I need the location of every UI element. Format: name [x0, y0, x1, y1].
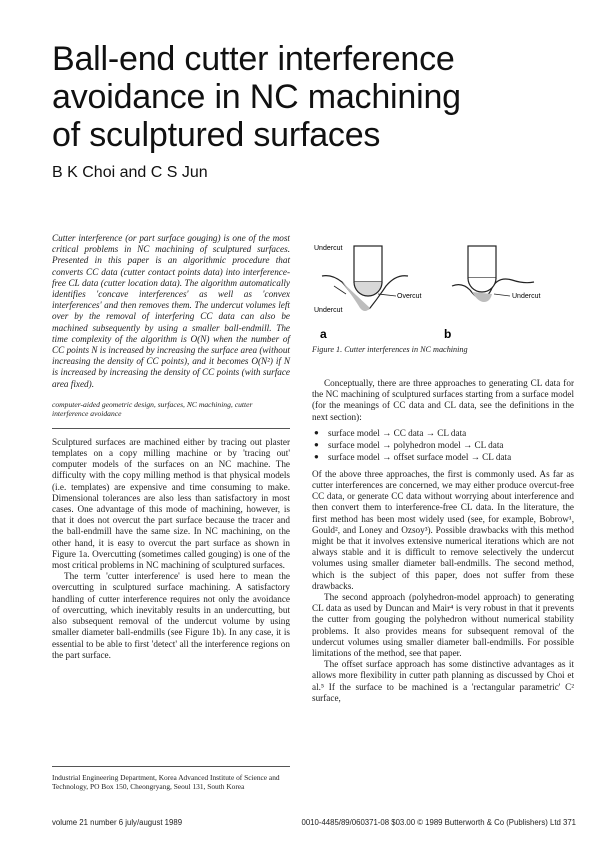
approaches-intro: Conceptually, there are three approaches to generating CL data for the NC machining of sculptured surfaces starting from a surface model (for the meanings of CC data and CL data, see the definitions in the next section): [312, 378, 574, 422]
panel-b-drawing [452, 246, 540, 302]
undercut-label-b: Undercut [512, 293, 541, 300]
approach-item: ● surface model → offset surface model → CL data [314, 451, 574, 463]
undercut-label-top: Undercut [314, 245, 343, 252]
left-column [52, 233, 290, 661]
approach-item: ● surface model → polyhedron model → CL data [314, 439, 574, 451]
panel-a-drawing [314, 245, 422, 314]
journal-issue: volume 21 number 6 july/august 1989 [52, 818, 183, 827]
copyright-line: 0010-4485/89/060371-08 $03.00 © 1989 Butterworth & Co (Publishers) Ltd 371 [301, 818, 576, 827]
article-title [52, 40, 572, 154]
cutter-shank-b [468, 246, 496, 278]
panel-a-label: a [320, 327, 327, 341]
authors: B K Choi and C S Jun [52, 164, 208, 181]
offset-approach-paragraph: The offset surface approach has some distinctive advantages as it allows more flexibility in cutter path planning as discussed by Choi et al.⁵ If the surface to be machined is a 'rectangular parametric' C² surface, [312, 659, 574, 703]
intro-paragraph: Sculptured surfaces are machined either by tracing out plaster templates on a copy milling machine or by 'tracing out' computer models of the surfaces on an NC machine. The difficulty with the copy milling method is that physical models (i.e. templates) are expensive and time consuming to make. Dimensional tolerances are also less than satisfactory in most cases. One advantage of this mode of machining, however, is that it does not overcut the part surface because the tracer and the ball-endmill have the same size. In NC machining, on the other hand, it is easy to overcut the part surface as shown in Figure 1a. Overcutting (sometimes called gouging) is one of the most critical problems in NC machining of sculptured surfaces. [52, 436, 290, 571]
right-column [312, 378, 574, 704]
panel-b-label: b [444, 327, 452, 341]
title-line-3: of sculptured surfaces [52, 116, 381, 154]
interference-paragraph: The term 'cutter interference' is used here to mean the overcutting in sculptured surface machining. A satisfactory handling of cutter interference requires not only the avoidance of overcutting, which inevitably results in an undercutting, but also subsequent removal of the undercut volume by using smaller diameter ball-endmills (see Figure 1b). In any case, it is essential to be able to first 'detect' all the interference regions on the part surface. [52, 571, 290, 660]
title-line-1: Ball-end cutter interference [52, 40, 455, 78]
title-line-2: avoidance in NC machining [52, 78, 461, 116]
cutter-shank [354, 246, 382, 282]
overcut-label: Overcut [397, 293, 422, 300]
ball-end [354, 282, 382, 296]
keywords: computer-aided geometric design, surfaces, NC machining, cutter interference avoidance [52, 390, 290, 429]
author-affiliation: Industrial Engineering Department, Korea Advanced Institute of Science and Technology, PO Box 150, Cheongryang, Seoul 131, South Korea [52, 766, 290, 791]
abstract: Cutter interference (or part surface gouging) is one of the most critical problems in NC machining of sculptured surfaces. Presented in this paper is an algorithmic procedure that converts CC data (cutter contact points data) into interference-free CL data (cutter location data). The algorithm automatically identifies 'concave interferences' as well as 'convex interferences' and then removes them. The undercut volumes left over by the removal of interfering CC data can also be machined subsequently by using a smaller ball-endmill. The time complexity of the algorithm is O(N) when the number of CC points N is increased by increasing the surface area (without increasing the density of CC points), and it becomes O(N²) if N is increased by increasing the density of CC points (with surface area fixed). [52, 233, 290, 389]
first-approach-paragraph: Of the above three approaches, the first is commonly used. As far as cutter interferences are concerned, we may either produce overcut-free CC data, or generate CC data without worrying about interference and then convert them to interference-free CL data. In the literature, the first method has been most widely used (see, for example, Bobrow¹, Gould², and Loney and Ozsoy³). Possible drawbacks with this method might be that it involves extensive numerical iterations which are not always stable and it is difficult to remove selectively the undercut volumes using smaller diameter ball-endmills. The second method, which is the subject of this paper, does not suffer from these drawbacks. [312, 468, 574, 591]
approach-item: ● surface model → CC data → CL data [314, 427, 574, 439]
page-footer [52, 818, 576, 827]
undercut-label-a: Undercut [314, 307, 343, 314]
approach-list [312, 427, 574, 463]
figure-1-caption: Figure 1. Cutter interferences in NC machining [312, 345, 468, 354]
figure-1-drawing [312, 236, 574, 344]
second-approach-paragraph: The second approach (polyhedron-model approach) to generating CL data as used by Duncan and Mair⁴ is very robust in that it prevents the cutter from gouging the polyhedron without numerical stability problems. It also provides means for subsequent removal of the undercut volumes using smaller diameter ball-endmills. For possible limitations of the method, see that paper. [312, 592, 574, 659]
